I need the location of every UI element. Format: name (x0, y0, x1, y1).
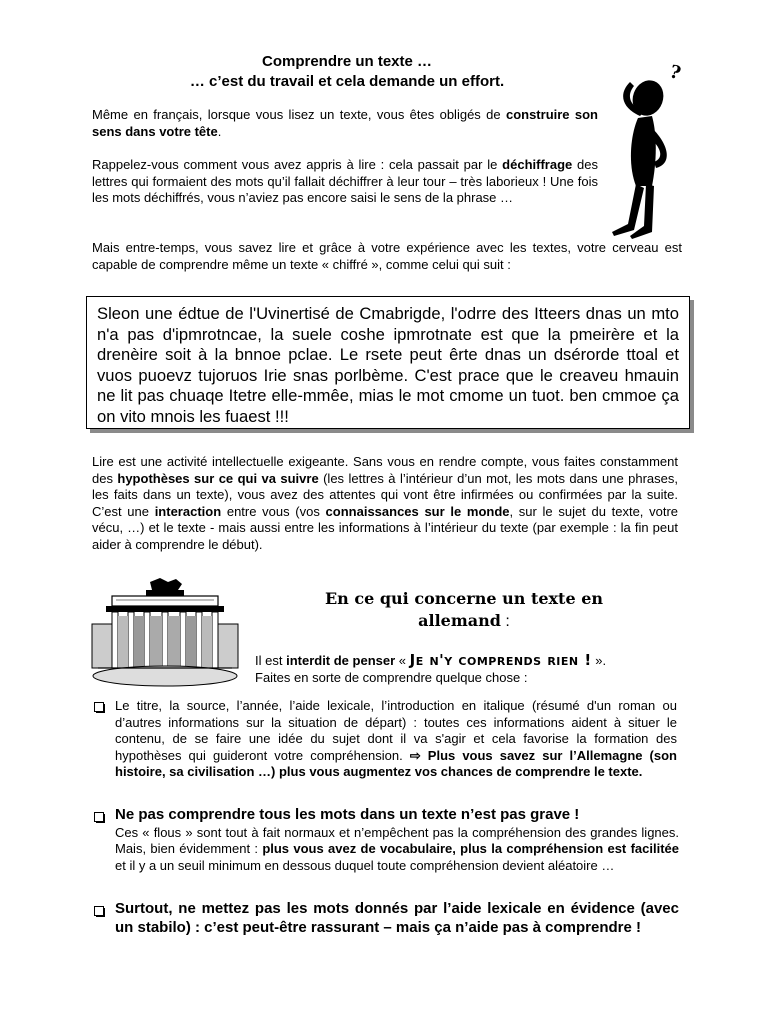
german-text-heading (292, 588, 636, 633)
bullet-item-context (115, 698, 677, 781)
checkbox-bullet-3-icon (94, 906, 104, 916)
forbidden-quote-close: ». (591, 653, 607, 668)
hyp-emphasis-f: connaissances sur le monde (325, 503, 510, 519)
scrambled-text: Sleon une édtue de l'Uvinertisé de Cmabrigde, l'odrre des Itteers dnas un mto n'a pas d'ipmrotncae, la suele coshe ipmrotnate est que la pmeirère et la drenèire soit à la bnnoe pclae. Le rsete peut êrte dnas un dsérorde ttoal et vuos puoevz tujoruos Irie snas porlbème. C'est prace que le creaveu hmauin ne lit pas chuaqe Itetre elle-mmêe, mias le mot cmome un tuot. ben cmmoe ça on vito mnois les fuaest !!! (97, 304, 679, 426)
transition-paragraph: Mais entre-temps, vous savez lire et grâce à votre expérience avec les textes, votre cerveau est capable de comprendre même un texte « chiffré », comme celui qui suit : (92, 240, 682, 272)
german-heading-colon: : (500, 613, 510, 630)
hyp-emphasis-b: hypothèses sur ce qui va suivre (117, 470, 319, 486)
reading-text-2: des lettres qui formaient des mots qu’il fallait déchiffrer à leur tour – très laborieux ! Une fois les mots déchiffrés, vous n’aviez pas encore saisi le sens de la phrase … (92, 157, 599, 205)
scrambled-text-box (86, 296, 690, 429)
reading-emphasis: déchiffrage (502, 157, 573, 172)
question-mark-icon: ? (667, 61, 683, 85)
forbidden-emphasis: interdit de penser (286, 653, 396, 668)
bullet-item-unknown-words (115, 806, 679, 874)
hyp-emphasis-d: interaction (154, 503, 222, 519)
brandenburg-gate-illustration (90, 576, 240, 688)
checkbox-bullet-2-icon (94, 812, 104, 822)
forbidden-line-2: Faites en sorte de comprendre quelque chose : (255, 669, 528, 685)
intro-end: . (217, 123, 222, 139)
hyp-text-a: Lire est une activité intellectuelle exigeante. Sans vous en rendre compte, vous faites constamment des (92, 454, 678, 486)
forbidden-phrase: Je n'y comprends rien ! (409, 651, 592, 669)
forbidden-line-1 (255, 652, 695, 670)
forbidden-quote-open: « (395, 653, 410, 668)
arrow-right-icon: ⇨ (409, 747, 421, 763)
hyp-text-c: (les lettres à l’intérieur d’un mot, les mots dans une phrases, les faits dans un texte), vous avez des attentes qui vont être infirmées ou confirmées par la suite. C’est une (92, 470, 679, 519)
title-line-2: … c’est du travail et cela demande un effort. (189, 73, 505, 90)
checkbox-bullet-1-icon (94, 702, 104, 712)
hypotheses-paragraph (92, 454, 678, 553)
document-title (92, 52, 602, 92)
bullet-2-emphasis: plus vous avez de vocabulaire, plus la compréhension est facilitée (262, 841, 679, 856)
intro-text: Même en français, lorsque vous lisez un texte, vous êtes obligés de (92, 107, 506, 122)
reading-memory-paragraph (92, 157, 598, 207)
german-heading-line-2 (292, 610, 636, 633)
bullet-1-text: Le titre, la source, l’année, l’aide lexicale, l’introduction en italique (résumé d'un roman ou d’autres informations sur la situation de départ) : toutes ces informations aident à situer le contenu, de se faire une idée du sujet dont il va s'agir et cela favorise la formation des hypothèses qui guideront votre compréhension. (115, 698, 677, 763)
thinking-person-illustration (600, 56, 690, 240)
hyp-text-g: , sur le sujet du texte, votre vécu, …) et le texte - mais aussi entre les informations à l’intérieur du texte (par exemple : la fin peut aider à comprendre le début). (92, 503, 679, 552)
intro-emphasis: construire son sens dans votre tête (92, 107, 599, 139)
bullet-2-text-c: et il y a un seuil minimum en dessous duquel toute compréhension devient aléatoire … (115, 857, 615, 873)
title-line-1: Comprendre un texte … (261, 53, 433, 70)
bullet-2-heading: Ne pas comprendre tous les mots dans un texte n’est pas grave ! (115, 806, 580, 823)
forbidden-thought (255, 652, 695, 686)
bullet-2-text-a: Ces « flous » sont tout à fait normaux et n’empêchent pas la compréhension des grandes lignes. Mais, bien évidemment : (115, 824, 679, 856)
german-heading-line-1: En ce qui concerne un texte en (324, 589, 604, 608)
hyp-text-e: entre vous (vos (221, 503, 326, 519)
intro-paragraph (92, 107, 598, 140)
bullet-1-emphasis: Plus vous savez sur l’Allemagne (son histoire, sa civilisation …) plus vous augmentez vos chances de comprendre le texte. (115, 747, 677, 779)
german-heading-word: allemand (418, 611, 501, 630)
bullet-2-body (115, 825, 679, 875)
forbidden-text-a: Il est (255, 653, 287, 668)
bullet-item-highlighter: Surtout, ne mettez pas les mots donnés par l’aide lexicale en évidence (avec un stabilo) : c’est peut-être rassurant – mais ça n’aide pas à comprendre ! (115, 900, 679, 936)
reading-text: Rappelez-vous comment vous avez appris à lire : cela passait par le (92, 157, 503, 172)
